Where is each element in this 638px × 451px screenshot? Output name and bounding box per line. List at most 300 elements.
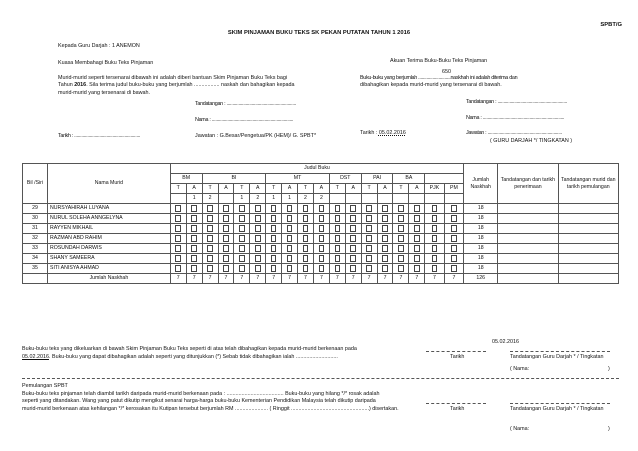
checkbox-icon bbox=[350, 215, 356, 222]
book-checkbox-cell[interactable] bbox=[282, 264, 298, 274]
footer1-sign-line bbox=[510, 351, 610, 352]
checkbox-icon bbox=[175, 245, 181, 252]
checkbox-icon bbox=[350, 225, 356, 232]
book-checkbox-cell[interactable] bbox=[361, 264, 377, 274]
book-checkbox-cell[interactable] bbox=[282, 254, 298, 264]
checkbox-icon bbox=[398, 215, 404, 222]
book-checkbox-cell[interactable] bbox=[345, 224, 361, 234]
book-checkbox-cell[interactable] bbox=[425, 244, 444, 254]
book-checkbox-cell[interactable] bbox=[329, 234, 345, 244]
book-checkbox-cell[interactable] bbox=[298, 264, 314, 274]
column-code: T bbox=[202, 184, 218, 194]
checkbox-icon bbox=[207, 235, 213, 242]
book-checkbox-cell[interactable] bbox=[444, 234, 464, 244]
column-number bbox=[409, 194, 425, 204]
book-checkbox-cell[interactable] bbox=[444, 204, 464, 214]
book-checkbox-cell[interactable] bbox=[409, 224, 425, 234]
checkbox-icon bbox=[255, 215, 261, 222]
book-checkbox-cell[interactable] bbox=[345, 264, 361, 274]
row-sign-terima[interactable] bbox=[498, 204, 558, 214]
book-checkbox-cell[interactable] bbox=[266, 254, 282, 264]
row-total: 18 bbox=[464, 234, 498, 244]
book-checkbox-cell[interactable] bbox=[377, 264, 393, 274]
checkbox-icon bbox=[382, 265, 388, 272]
book-checkbox-cell[interactable] bbox=[250, 244, 266, 254]
right-count: 650 bbox=[442, 69, 451, 75]
checkbox-icon bbox=[432, 205, 438, 212]
book-checkbox-cell[interactable] bbox=[250, 254, 266, 264]
footer1-date-top: 05.02.2016 bbox=[492, 339, 519, 345]
book-checkbox-cell[interactable] bbox=[186, 264, 202, 274]
jumlah-blank-terima bbox=[498, 274, 558, 284]
checkbox-icon bbox=[319, 255, 325, 262]
book-checkbox-cell[interactable] bbox=[409, 244, 425, 254]
checkbox-icon bbox=[398, 205, 404, 212]
row-sign-pulang[interactable] bbox=[558, 214, 618, 224]
row-bil: 32 bbox=[23, 234, 48, 244]
book-checkbox-cell[interactable] bbox=[377, 244, 393, 254]
book-checkbox-cell[interactable] bbox=[377, 214, 393, 224]
column-number: 2 bbox=[250, 194, 266, 204]
checkbox-icon bbox=[432, 225, 438, 232]
column-code: T bbox=[393, 184, 409, 194]
book-checkbox-cell[interactable] bbox=[361, 244, 377, 254]
checkbox-icon bbox=[271, 205, 277, 212]
book-checkbox-cell[interactable] bbox=[425, 234, 444, 244]
checkbox-icon bbox=[366, 265, 372, 272]
book-checkbox-cell[interactable] bbox=[377, 224, 393, 234]
book-checkbox-cell[interactable] bbox=[202, 214, 218, 224]
right-para2: dibahagikan kepada murid-murid yang tersenarai di bawah. bbox=[360, 82, 502, 88]
checkbox-icon bbox=[366, 245, 372, 252]
checkbox-icon bbox=[382, 225, 388, 232]
book-checkbox-cell[interactable] bbox=[313, 204, 329, 214]
book-checkbox-cell[interactable] bbox=[298, 204, 314, 214]
book-checkbox-cell[interactable] bbox=[444, 254, 464, 264]
column-number bbox=[393, 194, 409, 204]
book-checkbox-cell[interactable] bbox=[218, 234, 234, 244]
footer1-line2-text: . Buku-buku yang dapat dibahagikan adalah seperti yang ditunjukkan (*) Sebab tidak dibahagikan ialah ............................ bbox=[48, 354, 338, 360]
book-checkbox-cell[interactable] bbox=[186, 254, 202, 264]
jumlah-value: 7 bbox=[202, 274, 218, 284]
book-checkbox-cell[interactable] bbox=[377, 254, 393, 264]
book-checkbox-cell[interactable] bbox=[298, 214, 314, 224]
book-checkbox-cell[interactable] bbox=[266, 224, 282, 234]
checkbox-icon bbox=[319, 215, 325, 222]
checkbox-icon bbox=[223, 235, 229, 242]
checkbox-icon bbox=[239, 255, 245, 262]
book-checkbox-cell[interactable] bbox=[361, 224, 377, 234]
column-number: 1 bbox=[186, 194, 202, 204]
row-name: SHANY SAMEERA bbox=[48, 254, 171, 264]
checkbox-icon bbox=[451, 235, 457, 242]
checkbox-icon bbox=[223, 205, 229, 212]
checkbox-icon bbox=[382, 205, 388, 212]
row-sign-pulang[interactable] bbox=[558, 264, 618, 274]
row-sign-terima[interactable] bbox=[498, 214, 558, 224]
checkbox-icon bbox=[287, 205, 293, 212]
checkbox-icon bbox=[303, 245, 309, 252]
book-checkbox-cell[interactable] bbox=[425, 254, 444, 264]
footer2-tarikh-line bbox=[426, 403, 486, 404]
left-para2-b: . Sila terima judul buku-buku yang berjumlah ................. naskah dan bahagikan kepada bbox=[86, 82, 295, 88]
checkbox-icon bbox=[287, 245, 293, 252]
book-checkbox-cell[interactable] bbox=[266, 214, 282, 224]
book-checkbox-cell[interactable] bbox=[425, 224, 444, 234]
header-judul: Judul Buku bbox=[170, 164, 463, 174]
book-checkbox-cell[interactable] bbox=[282, 224, 298, 234]
checkbox-icon bbox=[335, 245, 341, 252]
row-total: 18 bbox=[464, 214, 498, 224]
jumlah-blank-pulang bbox=[558, 274, 618, 284]
checkbox-icon bbox=[350, 235, 356, 242]
book-checkbox-cell[interactable] bbox=[202, 204, 218, 214]
checkbox-icon bbox=[350, 255, 356, 262]
right-tarikh bbox=[360, 130, 406, 136]
book-checkbox-cell[interactable] bbox=[234, 214, 250, 224]
book-checkbox-cell[interactable] bbox=[393, 254, 409, 264]
table-row bbox=[23, 254, 619, 264]
book-checkbox-cell[interactable] bbox=[234, 234, 250, 244]
book-checkbox-cell[interactable] bbox=[361, 204, 377, 214]
checkbox-icon bbox=[207, 255, 213, 262]
book-checkbox-cell[interactable] bbox=[409, 234, 425, 244]
book-checkbox-cell[interactable] bbox=[377, 204, 393, 214]
checkbox-icon bbox=[207, 215, 213, 222]
book-checkbox-cell[interactable] bbox=[170, 264, 186, 274]
book-checkbox-cell[interactable] bbox=[444, 244, 464, 254]
book-checkbox-cell[interactable] bbox=[329, 214, 345, 224]
row-total: 18 bbox=[464, 264, 498, 274]
footer1-sign-label: Tandatangan Guru Darjah * / Tingkatan bbox=[510, 354, 604, 360]
row-total: 18 bbox=[464, 244, 498, 254]
footer2-sign-line bbox=[510, 403, 610, 404]
checkbox-icon bbox=[175, 235, 181, 242]
book-checkbox-cell[interactable] bbox=[234, 264, 250, 274]
checkbox-icon bbox=[271, 235, 277, 242]
checkbox-icon bbox=[366, 215, 372, 222]
book-checkbox-cell[interactable] bbox=[298, 224, 314, 234]
book-checkbox-cell[interactable] bbox=[170, 204, 186, 214]
checkbox-icon bbox=[432, 235, 438, 242]
book-checkbox-cell[interactable] bbox=[218, 264, 234, 274]
right-tandatangan: Tandatangan : .......................................................... bbox=[466, 99, 567, 105]
checkbox-icon bbox=[239, 245, 245, 252]
book-checkbox-cell[interactable] bbox=[313, 244, 329, 254]
jumlah-value: 7 bbox=[329, 274, 345, 284]
row-sign-pulang[interactable] bbox=[558, 254, 618, 264]
book-checkbox-cell[interactable] bbox=[234, 204, 250, 214]
book-checkbox-cell[interactable] bbox=[218, 254, 234, 264]
book-checkbox-cell[interactable] bbox=[282, 234, 298, 244]
checkbox-icon bbox=[382, 215, 388, 222]
book-checkbox-cell[interactable] bbox=[425, 204, 444, 214]
right-tarikh-value: 05.02.2016 bbox=[378, 130, 406, 136]
book-loan-table bbox=[22, 163, 619, 284]
checkbox-icon bbox=[271, 255, 277, 262]
row-sign-terima[interactable] bbox=[498, 244, 558, 254]
book-checkbox-cell[interactable] bbox=[170, 244, 186, 254]
book-checkbox-cell[interactable] bbox=[266, 264, 282, 274]
book-checkbox-cell[interactable] bbox=[409, 204, 425, 214]
jumlah-row bbox=[23, 274, 619, 284]
header-tt-terima: Tandatangan dan tarikh penerimaan bbox=[498, 164, 558, 204]
checkbox-icon bbox=[432, 245, 438, 252]
checkbox-icon bbox=[335, 205, 341, 212]
jumlah-value: 7 bbox=[345, 274, 361, 284]
row-sign-pulang[interactable] bbox=[558, 204, 618, 214]
right-heading: Akuan Terima Buku-Buku Teks Pinjaman bbox=[390, 58, 488, 64]
row-bil: 31 bbox=[23, 224, 48, 234]
checkbox-icon bbox=[366, 235, 372, 242]
row-name: NURUL SOLEHA ANNGELYNA bbox=[48, 214, 171, 224]
checkbox-icon bbox=[319, 265, 325, 272]
form-code: SPBT/G bbox=[600, 22, 622, 28]
column-code: A bbox=[345, 184, 361, 194]
book-checkbox-cell[interactable] bbox=[170, 214, 186, 224]
checkbox-icon bbox=[382, 235, 388, 242]
jumlah-value: 7 bbox=[250, 274, 266, 284]
book-checkbox-cell[interactable] bbox=[282, 214, 298, 224]
book-checkbox-cell[interactable] bbox=[409, 214, 425, 224]
book-checkbox-cell[interactable] bbox=[329, 254, 345, 264]
book-checkbox-cell[interactable] bbox=[409, 254, 425, 264]
checkbox-icon bbox=[366, 225, 372, 232]
book-checkbox-cell[interactable] bbox=[218, 214, 234, 224]
book-checkbox-cell[interactable] bbox=[282, 204, 298, 214]
column-code: PM bbox=[444, 184, 464, 194]
book-checkbox-cell[interactable] bbox=[298, 234, 314, 244]
left-para2-year: 2016 bbox=[74, 82, 87, 88]
column-code: A bbox=[409, 184, 425, 194]
row-name: ROSUNDAH DARWIS bbox=[48, 244, 171, 254]
book-checkbox-cell[interactable] bbox=[186, 224, 202, 234]
book-checkbox-cell[interactable] bbox=[313, 214, 329, 224]
checkbox-icon bbox=[191, 235, 197, 242]
checkbox-icon bbox=[382, 255, 388, 262]
book-checkbox-cell[interactable] bbox=[186, 214, 202, 224]
book-checkbox-cell[interactable] bbox=[444, 264, 464, 274]
book-checkbox-cell[interactable] bbox=[329, 264, 345, 274]
book-checkbox-cell[interactable] bbox=[218, 204, 234, 214]
jumlah-value: 7 bbox=[282, 274, 298, 284]
book-checkbox-cell[interactable] bbox=[393, 234, 409, 244]
book-checkbox-cell[interactable] bbox=[409, 264, 425, 274]
jumlah-value: 7 bbox=[266, 274, 282, 284]
header-jumlah: Jumlah Naskhah bbox=[464, 164, 498, 204]
book-checkbox-cell[interactable] bbox=[218, 224, 234, 234]
checkbox-icon bbox=[398, 235, 404, 242]
checkbox-icon bbox=[398, 255, 404, 262]
book-checkbox-cell[interactable] bbox=[202, 234, 218, 244]
book-checkbox-cell[interactable] bbox=[444, 224, 464, 234]
checkbox-icon bbox=[451, 225, 457, 232]
checkbox-icon bbox=[287, 225, 293, 232]
checkbox-icon bbox=[239, 215, 245, 222]
book-checkbox-cell[interactable] bbox=[266, 204, 282, 214]
book-checkbox-cell[interactable] bbox=[186, 244, 202, 254]
column-code: A bbox=[313, 184, 329, 194]
book-checkbox-cell[interactable] bbox=[282, 244, 298, 254]
book-checkbox-cell[interactable] bbox=[218, 244, 234, 254]
checkbox-icon bbox=[451, 265, 457, 272]
column-code: A bbox=[186, 184, 202, 194]
checkbox-icon bbox=[414, 205, 420, 212]
book-checkbox-cell[interactable] bbox=[186, 234, 202, 244]
footer1-line1: Buku-buku teks yang dikeluarkan di bawah Skim Pinjaman Buku Teks seperti di atas telah dibahagikan kepada murid-murid berkenaan pada bbox=[22, 346, 357, 352]
row-sign-pulang[interactable] bbox=[558, 244, 618, 254]
book-checkbox-cell[interactable] bbox=[313, 254, 329, 264]
book-checkbox-cell[interactable] bbox=[361, 234, 377, 244]
jumlah-value: 7 bbox=[409, 274, 425, 284]
checkbox-icon bbox=[239, 265, 245, 272]
footer2-heading: Pemulangan SPBT bbox=[22, 383, 68, 389]
book-checkbox-cell[interactable] bbox=[250, 234, 266, 244]
book-checkbox-cell[interactable] bbox=[313, 264, 329, 274]
checkbox-icon bbox=[207, 205, 213, 212]
jumlah-total: 126 bbox=[464, 274, 498, 284]
checkbox-icon bbox=[191, 225, 197, 232]
book-checkbox-cell[interactable] bbox=[329, 204, 345, 214]
jumlah-value: 7 bbox=[218, 274, 234, 284]
book-checkbox-cell[interactable] bbox=[345, 214, 361, 224]
row-sign-pulang[interactable] bbox=[558, 224, 618, 234]
checkbox-icon bbox=[451, 215, 457, 222]
footer2-sign-label: Tandatangan Guru Darjah * / Tingkatan bbox=[510, 406, 604, 412]
book-checkbox-cell[interactable] bbox=[234, 224, 250, 234]
checkbox-icon bbox=[335, 255, 341, 262]
book-checkbox-cell[interactable] bbox=[313, 224, 329, 234]
column-number: 1 bbox=[266, 194, 282, 204]
checkbox-icon bbox=[223, 225, 229, 232]
book-checkbox-cell[interactable] bbox=[393, 224, 409, 234]
book-checkbox-cell[interactable] bbox=[393, 244, 409, 254]
checkbox-icon bbox=[255, 235, 261, 242]
row-sign-pulang[interactable] bbox=[558, 234, 618, 244]
book-checkbox-cell[interactable] bbox=[393, 204, 409, 214]
book-checkbox-cell[interactable] bbox=[345, 204, 361, 214]
book-checkbox-cell[interactable] bbox=[250, 264, 266, 274]
row-sign-terima[interactable] bbox=[498, 234, 558, 244]
book-checkbox-cell[interactable] bbox=[345, 244, 361, 254]
checkbox-icon bbox=[175, 265, 181, 272]
book-checkbox-cell[interactable] bbox=[202, 224, 218, 234]
subject-header: PAI bbox=[361, 174, 393, 184]
book-checkbox-cell[interactable] bbox=[170, 224, 186, 234]
book-checkbox-cell[interactable] bbox=[425, 214, 444, 224]
checkbox-icon bbox=[414, 215, 420, 222]
subject-header: BA bbox=[393, 174, 425, 184]
checkbox-icon bbox=[432, 265, 438, 272]
column-code: T bbox=[298, 184, 314, 194]
checkbox-icon bbox=[414, 265, 420, 272]
book-checkbox-cell[interactable] bbox=[377, 234, 393, 244]
book-checkbox-cell[interactable] bbox=[234, 244, 250, 254]
book-checkbox-cell[interactable] bbox=[298, 244, 314, 254]
checkbox-icon bbox=[191, 205, 197, 212]
checkbox-icon bbox=[382, 245, 388, 252]
checkbox-icon bbox=[303, 205, 309, 212]
jumlah-value: 7 bbox=[298, 274, 314, 284]
checkbox-icon bbox=[366, 255, 372, 262]
book-checkbox-cell[interactable] bbox=[202, 264, 218, 274]
book-checkbox-cell[interactable] bbox=[361, 254, 377, 264]
section-divider bbox=[22, 378, 619, 379]
book-checkbox-cell[interactable] bbox=[202, 254, 218, 264]
checkbox-icon bbox=[255, 245, 261, 252]
book-checkbox-cell[interactable] bbox=[329, 224, 345, 234]
column-number: 1 bbox=[282, 194, 298, 204]
row-sign-terima[interactable] bbox=[498, 224, 558, 234]
book-checkbox-cell[interactable] bbox=[425, 264, 444, 274]
column-number bbox=[444, 194, 464, 204]
book-checkbox-cell[interactable] bbox=[186, 204, 202, 214]
book-checkbox-cell[interactable] bbox=[250, 214, 266, 224]
checkbox-icon bbox=[223, 245, 229, 252]
book-checkbox-cell[interactable] bbox=[345, 254, 361, 264]
jumlah-value: 7 bbox=[393, 274, 409, 284]
book-checkbox-cell[interactable] bbox=[393, 214, 409, 224]
book-checkbox-cell[interactable] bbox=[298, 254, 314, 264]
checkbox-icon bbox=[432, 255, 438, 262]
book-checkbox-cell[interactable] bbox=[361, 214, 377, 224]
jumlah-blank bbox=[23, 274, 48, 284]
checkbox-icon bbox=[303, 235, 309, 242]
table-row bbox=[23, 244, 619, 254]
jumlah-value: 7 bbox=[361, 274, 377, 284]
book-checkbox-cell[interactable] bbox=[234, 254, 250, 264]
column-number: 1 bbox=[234, 194, 250, 204]
table-row bbox=[23, 204, 619, 214]
footer1-tarikh-line bbox=[426, 351, 486, 352]
checkbox-icon bbox=[398, 225, 404, 232]
checkbox-icon bbox=[191, 255, 197, 262]
book-checkbox-cell[interactable] bbox=[345, 234, 361, 244]
checkbox-icon bbox=[335, 215, 341, 222]
book-checkbox-cell[interactable] bbox=[170, 254, 186, 264]
checkbox-icon bbox=[175, 225, 181, 232]
checkbox-icon bbox=[223, 215, 229, 222]
book-checkbox-cell[interactable] bbox=[444, 214, 464, 224]
row-bil: 29 bbox=[23, 204, 48, 214]
footer2-line3: murid-murid berkenaan atas kehilangan */* kerosakan itu Kutipan tersebut berjumlah RM ...................... ( Ringgit ....................................................) disertakan. bbox=[22, 406, 399, 412]
left-para3: murid-murid yang tersenarai di bawah. bbox=[58, 90, 150, 96]
checkbox-icon bbox=[287, 215, 293, 222]
book-checkbox-cell[interactable] bbox=[250, 204, 266, 214]
table-row bbox=[23, 264, 619, 274]
book-checkbox-cell[interactable] bbox=[202, 244, 218, 254]
checkbox-icon bbox=[319, 205, 325, 212]
book-checkbox-cell[interactable] bbox=[266, 244, 282, 254]
row-sign-terima[interactable] bbox=[498, 254, 558, 264]
column-code: A bbox=[282, 184, 298, 194]
checkbox-icon bbox=[303, 255, 309, 262]
left-para2-a: Tahun bbox=[58, 82, 75, 88]
column-number bbox=[170, 194, 186, 204]
checkbox-icon bbox=[175, 255, 181, 262]
book-checkbox-cell[interactable] bbox=[393, 264, 409, 274]
checkbox-icon bbox=[223, 255, 229, 262]
book-checkbox-cell[interactable] bbox=[170, 234, 186, 244]
book-checkbox-cell[interactable] bbox=[329, 244, 345, 254]
checkbox-icon bbox=[319, 245, 325, 252]
checkbox-icon bbox=[414, 235, 420, 242]
book-checkbox-cell[interactable] bbox=[250, 224, 266, 234]
book-checkbox-cell[interactable] bbox=[266, 234, 282, 244]
row-sign-terima[interactable] bbox=[498, 264, 558, 274]
book-checkbox-cell[interactable] bbox=[313, 234, 329, 244]
subject-header-blank bbox=[425, 174, 464, 184]
